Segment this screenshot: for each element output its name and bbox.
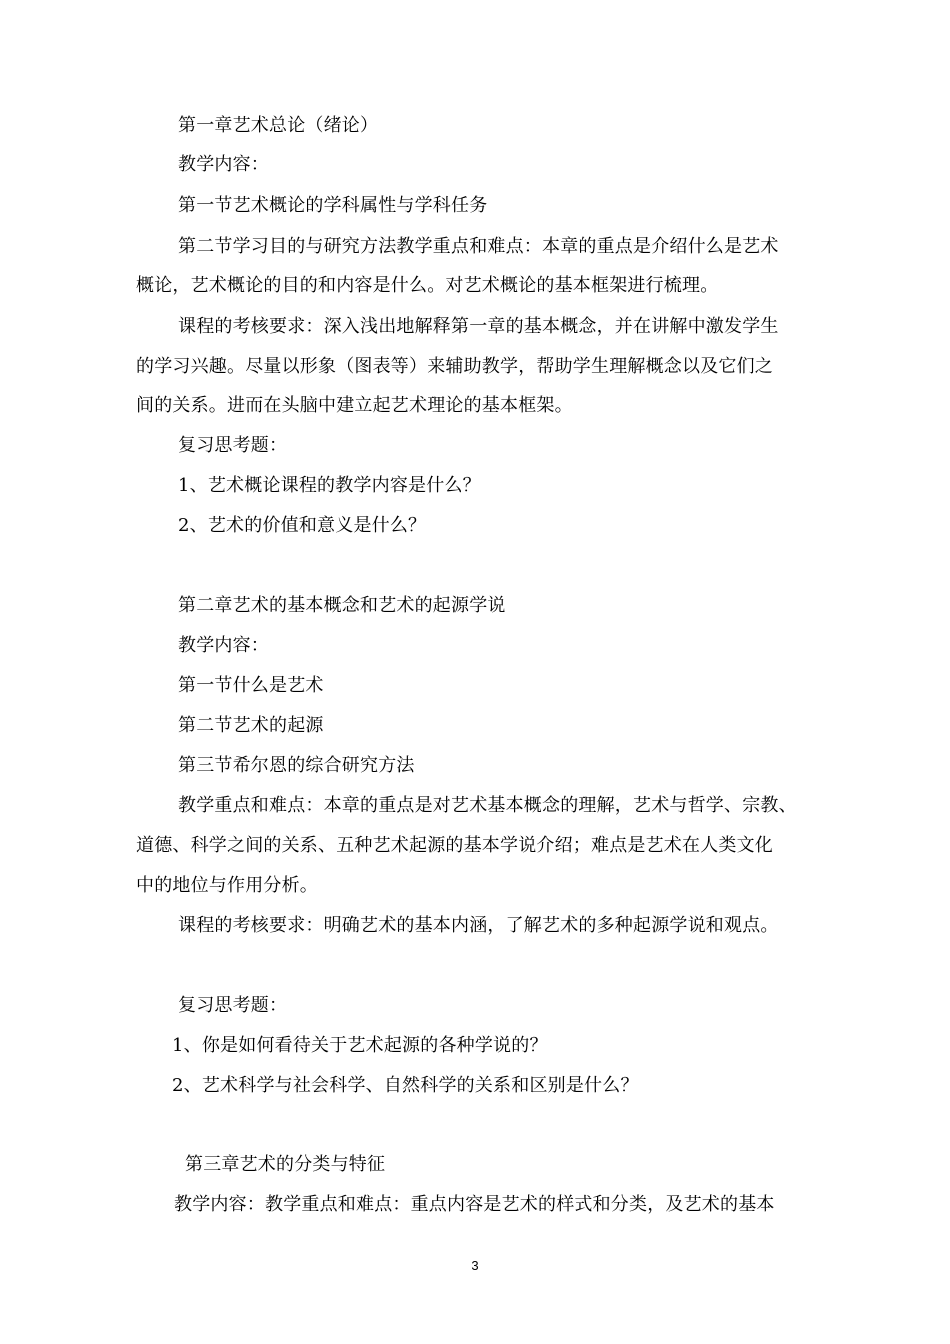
chapter-1-title: 第一章艺术总论（绪论）	[178, 115, 379, 136]
chapter-2-review-label: 复习思考题：	[178, 995, 288, 1016]
chapter-2-question-2: 2、艺术科学与社会科学、自然科学的关系和区别是什么？	[172, 1075, 639, 1096]
chapter-1-question-2: 2、艺术的价值和意义是什么？	[178, 515, 427, 536]
chapter-2-content-label: 教学内容：	[178, 635, 269, 656]
chapter-1-section-2-cont: 概论，艺术概论的目的和内容是什么。对艺术概论的基本框架进行梳理。	[136, 275, 719, 296]
chapter-1-assessment-cont-1: 的学习兴趣。尽量以形象（图表等）来辅助教学，帮助学生理解概念以及它们之	[136, 356, 773, 377]
chapter-1-review-label: 复习思考题：	[178, 435, 288, 456]
chapter-1-section-1: 第一节艺术概论的学科属性与学科任务	[178, 195, 488, 216]
chapter-1-section-2: 第二节学习目的与研究方法教学重点和难点：本章的重点是介绍什么是艺术	[178, 236, 779, 257]
chapter-1-question-1: 1、艺术概论课程的教学内容是什么？	[178, 475, 481, 496]
chapter-3-title: 第三章艺术的分类与特征	[185, 1154, 386, 1175]
chapter-1-content-label: 教学内容：	[178, 154, 269, 175]
chapter-2-section-1: 第一节什么是艺术	[178, 675, 324, 696]
chapter-2-question-1: 1、你是如何看待关于艺术起源的各种学说的？	[172, 1035, 548, 1056]
chapter-2-assessment: 课程的考核要求：明确艺术的基本内涵，了解艺术的多种起源学说和观点。	[178, 915, 779, 936]
chapter-2-section-2: 第二节艺术的起源	[178, 715, 324, 736]
chapter-2-key-points-cont-2: 中的地位与作用分析。	[136, 875, 318, 896]
chapter-2-key-points-cont-1: 道德、科学之间的关系、五种艺术起源的基本学说介绍；难点是艺术在人类文化	[136, 835, 773, 856]
page-number: 3	[471, 1258, 479, 1273]
chapter-2-title: 第二章艺术的基本概念和艺术的起源学说	[178, 595, 506, 616]
chapter-1-assessment: 课程的考核要求：深入浅出地解释第一章的基本概念，并在讲解中激发学生	[178, 316, 779, 337]
chapter-3-content: 教学内容：教学重点和难点：重点内容是艺术的样式和分类，及艺术的基本	[174, 1194, 775, 1215]
chapter-1-assessment-cont-2: 间的关系。进而在头脑中建立起艺术理论的基本框架。	[136, 395, 573, 416]
chapter-2-key-points: 教学重点和难点：本章的重点是对艺术基本概念的理解，艺术与哲学、宗教、	[178, 795, 797, 816]
chapter-2-section-3: 第三节希尔恩的综合研究方法	[178, 755, 415, 776]
